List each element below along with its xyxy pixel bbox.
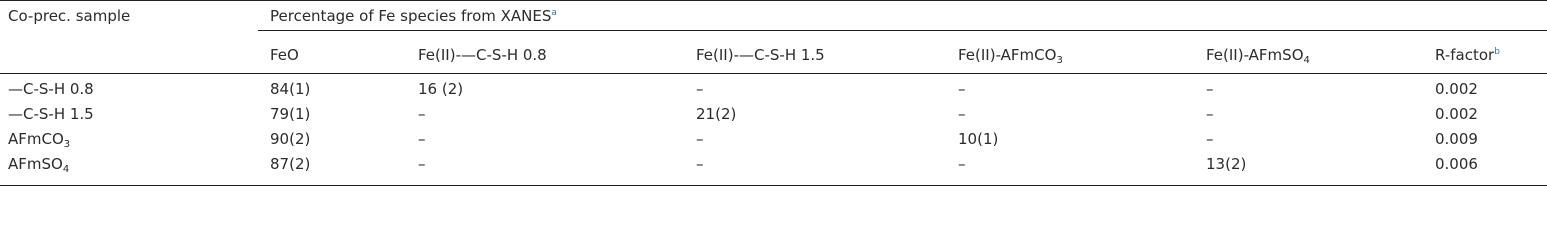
- top-rule: [0, 0, 1547, 1]
- sample-column-header: Co-prec. sample: [8, 7, 131, 25]
- cell-r-factor: 0.002: [1435, 105, 1478, 123]
- cell-csh-0-8: –: [418, 105, 426, 123]
- cell-afmco3: –: [958, 155, 966, 173]
- group-underline-rule: [258, 30, 1547, 31]
- column-header-afmco3-sub: 3: [1056, 55, 1063, 66]
- row-sample: [8, 155, 69, 173]
- column-header-afmso4-sub: 4: [1303, 55, 1310, 66]
- cell-csh-0-8: 16 (2): [418, 80, 464, 98]
- cell-afmco3: –: [958, 105, 966, 123]
- column-header-afmco3-text: Fe(II)-AFmCO: [958, 46, 1057, 64]
- cell-csh-0-8: –: [418, 130, 426, 148]
- cell-r-factor: 0.006: [1435, 155, 1478, 173]
- row-sample-sub: 3: [63, 139, 71, 150]
- cell-feo: 87(2): [270, 155, 311, 173]
- cell-r-factor: 0.009: [1435, 130, 1478, 148]
- column-header-csh-0-8: Fe(II)-—C-S-H 0.8: [418, 46, 547, 64]
- cell-feo: 79(1): [270, 105, 311, 123]
- cell-afmso4: –: [1206, 130, 1214, 148]
- column-header-csh-1-5: Fe(II)-—C-S-H 1.5: [696, 46, 825, 64]
- cell-feo: 90(2): [270, 130, 311, 148]
- cell-afmso4: –: [1206, 80, 1214, 98]
- column-header-r-factor: [1435, 46, 1500, 64]
- column-header-afmso4-text: Fe(II)-AFmSO: [1206, 46, 1304, 64]
- row-sample-text: AFmCO: [8, 130, 64, 148]
- cell-csh-0-8: –: [418, 155, 426, 173]
- column-header-afmso4: [1206, 46, 1310, 64]
- group-header-label: Percentage of Fe species from XANES: [270, 7, 552, 25]
- footnote-a-marker[interactable]: a: [551, 8, 557, 18]
- row-sample-sub: 4: [62, 164, 70, 175]
- column-header-r-factor-text: R-factor: [1435, 46, 1495, 64]
- cell-r-factor: 0.002: [1435, 80, 1478, 98]
- header-bottom-rule: [0, 73, 1547, 74]
- cell-csh-1-5: –: [696, 80, 704, 98]
- cell-afmco3: –: [958, 80, 966, 98]
- footnote-b-marker[interactable]: b: [1494, 47, 1500, 57]
- cell-afmso4: –: [1206, 105, 1214, 123]
- column-header-afmco3: [958, 46, 1063, 64]
- cell-csh-1-5: –: [696, 155, 704, 173]
- column-header-feo: FeO: [270, 46, 299, 64]
- cell-csh-1-5: 21(2): [696, 105, 737, 123]
- group-header: [270, 7, 557, 25]
- cell-afmco3: 10(1): [958, 130, 999, 148]
- cell-afmso4: 13(2): [1206, 155, 1247, 173]
- row-sample: [8, 130, 70, 148]
- table-bottom-rule: [0, 185, 1547, 186]
- cell-csh-1-5: –: [696, 130, 704, 148]
- cell-feo: 84(1): [270, 80, 311, 98]
- row-sample-text: AFmSO: [8, 155, 63, 173]
- row-sample: —C-S-H 1.5: [8, 105, 94, 123]
- row-sample: —C-S-H 0.8: [8, 80, 94, 98]
